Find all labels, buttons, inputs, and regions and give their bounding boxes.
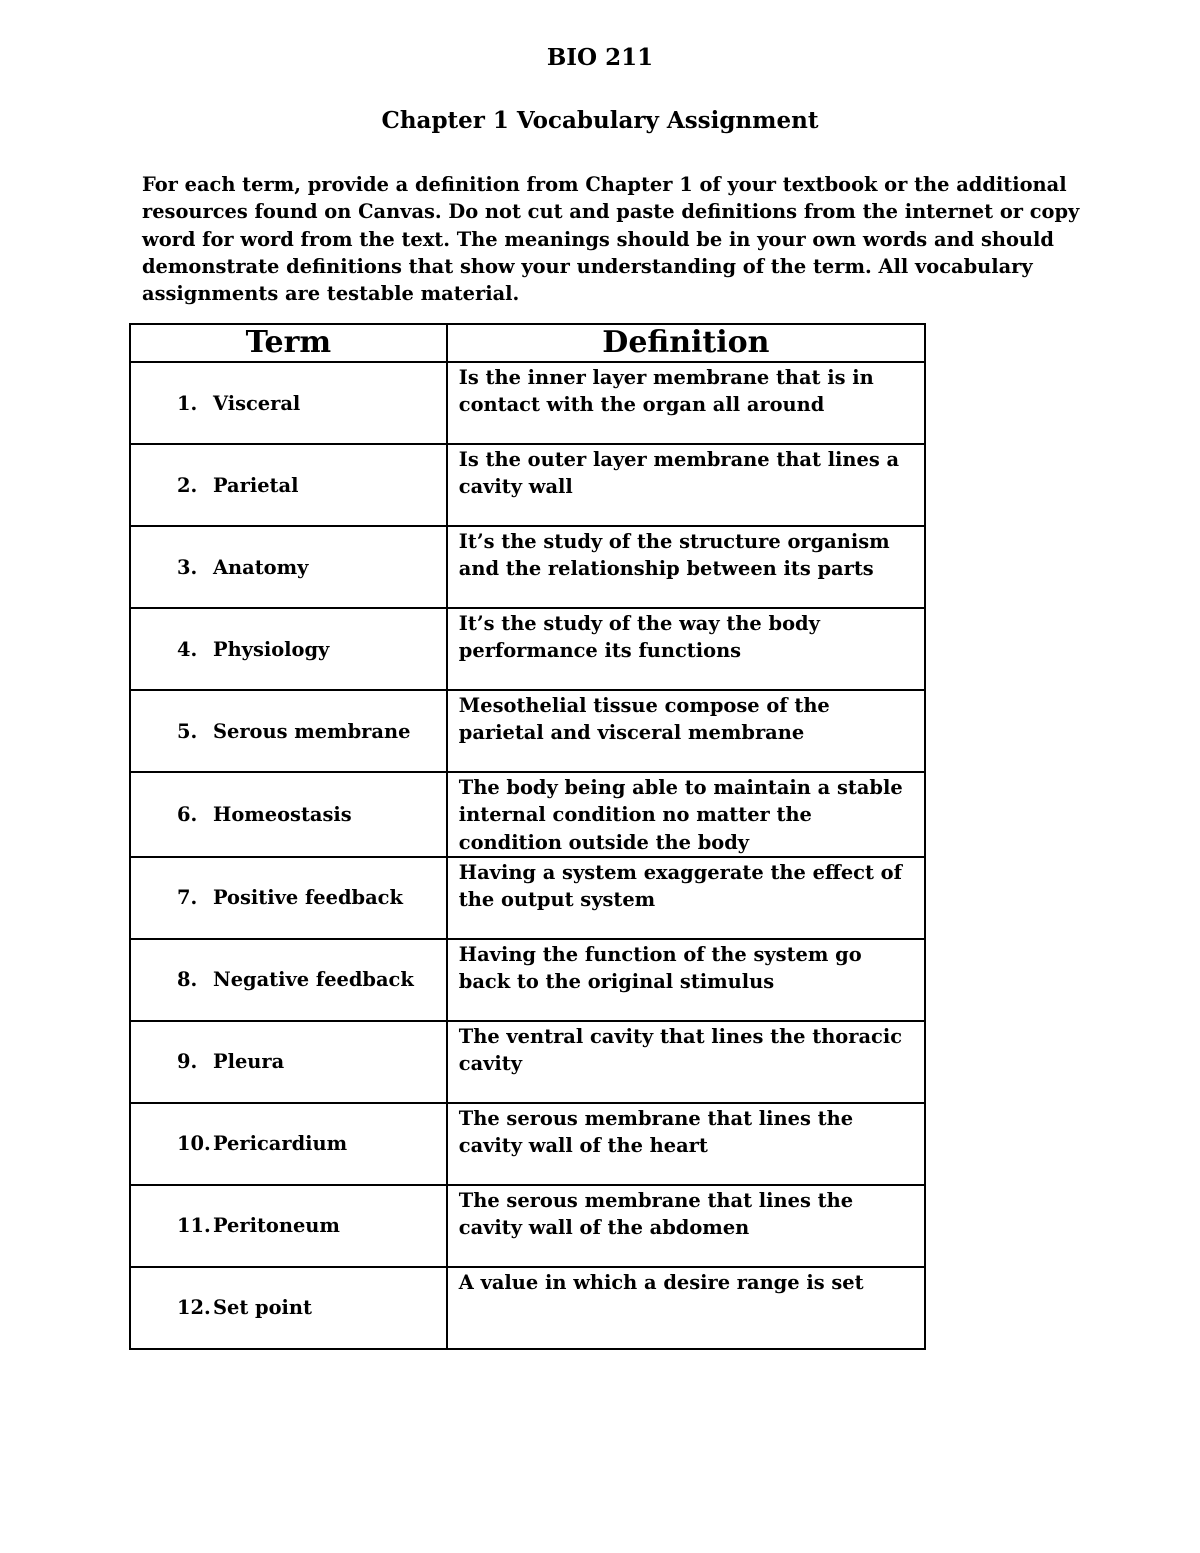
term-entry <box>131 556 446 579</box>
term-number: 9. <box>177 1050 198 1074</box>
term-cell <box>130 526 447 608</box>
definition-text: The serous membrane that lines the cavity wall of the abdomen <box>458 1188 854 1240</box>
table-row <box>130 362 925 444</box>
definition-text: It’s the study of the structure organism and the relationship between its parts <box>458 530 890 581</box>
table-row <box>130 444 925 526</box>
term-cell <box>130 608 447 690</box>
table-header-row <box>130 324 925 362</box>
term-number: 1. <box>177 391 198 415</box>
term-entry <box>131 638 446 661</box>
definition-text: The body being able to maintain a stable internal condition no matter the condition outside the body <box>458 776 903 854</box>
definition-cell <box>447 772 925 857</box>
definition-text: The serous membrane that lines the cavity wall of the heart <box>458 1106 854 1158</box>
term-label: Homeostasis <box>213 802 352 826</box>
term-number: 3. <box>177 555 198 579</box>
term-entry <box>131 803 446 826</box>
term-label: Serous membrane <box>213 719 411 743</box>
vocabulary-rows <box>130 362 925 1349</box>
term-cell <box>130 444 447 526</box>
term-label: Physiology <box>213 637 330 661</box>
definition-text: Is the outer layer membrane that lines a cavity wall <box>458 448 900 499</box>
definition-text: Having the function of the system go back to the original stimulus <box>458 942 862 994</box>
table-row <box>130 526 925 608</box>
term-number: 4. <box>177 637 198 661</box>
term-number: 6. <box>177 802 198 826</box>
definition-text: Mesothelial tissue compose of the parietal and visceral membrane <box>458 694 830 745</box>
definition-cell <box>447 857 925 939</box>
term-number: 12. <box>177 1296 211 1320</box>
term-number: 10. <box>177 1132 211 1156</box>
term-label: Peritoneum <box>213 1214 340 1238</box>
term-cell <box>130 857 447 939</box>
vocabulary-table <box>129 323 926 1350</box>
term-entry <box>131 1050 446 1073</box>
term-entry <box>131 1296 446 1319</box>
term-label: Parietal <box>213 473 299 497</box>
table-row <box>130 939 925 1021</box>
term-cell <box>130 772 447 857</box>
definition-cell <box>447 1267 925 1349</box>
term-entry <box>131 392 446 415</box>
term-cell <box>130 1021 447 1103</box>
table-row <box>130 1185 925 1267</box>
definition-text: Having a system exaggerate the effect of the output system <box>458 860 902 912</box>
table-row <box>130 857 925 939</box>
term-cell <box>130 1267 447 1349</box>
term-number: 5. <box>177 719 198 743</box>
definition-cell <box>447 1103 925 1185</box>
term-cell <box>130 362 447 444</box>
definition-cell <box>447 690 925 772</box>
instructions-paragraph: For each term, provide a definition from Chapter 1 of your textbook or the additional resources found on Canvas. Do not cut and paste definitions from the internet or copy word for word from the text. The meanings should be in your own words and should demonstrate definitions that show your understanding of the term. All vocabulary assignments are testable material. <box>142 173 1080 306</box>
term-number: 2. <box>177 473 198 497</box>
term-entry <box>131 720 446 743</box>
term-label: Negative feedback <box>213 968 414 992</box>
definition-cell <box>447 1185 925 1267</box>
definition-text: The ventral cavity that lines the thoracic cavity <box>458 1024 902 1076</box>
table-row <box>130 1267 925 1349</box>
term-cell <box>130 1185 447 1267</box>
term-label: Pleura <box>213 1050 285 1074</box>
term-column-header: Term <box>130 324 447 362</box>
term-entry <box>131 474 446 497</box>
term-cell <box>130 690 447 772</box>
table-row <box>130 1021 925 1103</box>
term-cell <box>130 1103 447 1185</box>
definition-cell <box>447 939 925 1021</box>
definition-cell <box>447 444 925 526</box>
assignment-title: Chapter 1 Vocabulary Assignment <box>381 107 819 134</box>
definition-cell <box>447 362 925 444</box>
definition-text: It’s the study of the way the body performance its functions <box>458 612 820 663</box>
course-code: BIO 211 <box>546 44 654 71</box>
table-row <box>130 772 925 857</box>
table-row <box>130 1103 925 1185</box>
term-label: Set point <box>213 1296 312 1320</box>
term-cell <box>130 939 447 1021</box>
term-number: 8. <box>177 968 198 992</box>
term-label: Anatomy <box>213 555 309 579</box>
term-number: 11. <box>177 1214 211 1238</box>
definition-cell <box>447 1021 925 1103</box>
term-entry <box>131 886 446 909</box>
table-row <box>130 608 925 690</box>
definition-cell <box>447 608 925 690</box>
term-label: Pericardium <box>213 1132 348 1156</box>
definition-text: A value in which a desire range is set <box>458 1270 864 1294</box>
definition-text: Is the inner layer membrane that is in contact with the organ all around <box>458 366 874 417</box>
table-row <box>130 690 925 772</box>
definition-cell <box>447 526 925 608</box>
definition-column-header: Definition <box>447 324 925 362</box>
term-label: Visceral <box>213 391 301 415</box>
term-label: Positive feedback <box>213 886 403 910</box>
term-entry <box>131 968 446 991</box>
term-entry <box>131 1132 446 1155</box>
term-entry <box>131 1214 446 1237</box>
term-number: 7. <box>177 886 198 910</box>
